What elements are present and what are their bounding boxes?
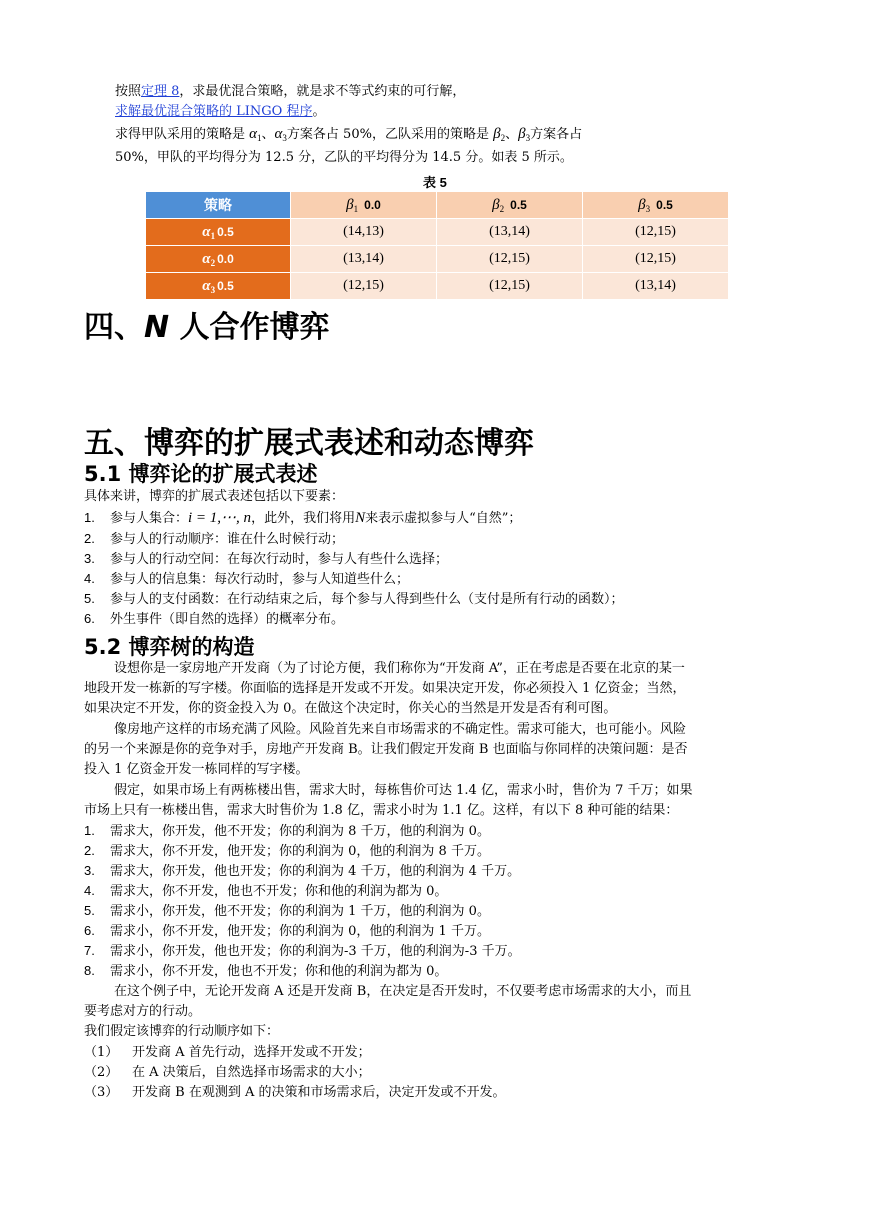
intro-text: 方案各占 50%，乙队采用的策略是 <box>286 127 489 142</box>
intro-line-3 <box>115 124 582 148</box>
table-cell: (13,14) <box>583 273 729 300</box>
intro-line-2 <box>115 102 325 122</box>
paragraph-line: 设想你是一家房地产开发商（为了讨论方便，我们称你为“开发商 A”，正在考虑是否要在北京的某一 <box>114 661 685 676</box>
outcome-item: 6. 需求小，你不开发，他开发；你的利润为 0，他的利润为 1 千万。 <box>84 923 490 939</box>
lingo-program-link[interactable]: 求解最优混合策略的 LINGO 程序 <box>115 104 313 119</box>
player-index-math: i = 1,⋯, n <box>188 510 252 526</box>
paragraph-line: 的另一个来源是你的竞争对手，房地产开发商 B。让我们假定开发商 B 也面临与你同样的决策问题：是否 <box>84 742 688 757</box>
intro-text: 方案各占 <box>530 127 583 142</box>
table-corner-cell: 策略 <box>146 192 291 219</box>
theorem-8-link[interactable]: 定理 8 <box>141 84 180 99</box>
table-row <box>146 246 729 273</box>
table-row <box>146 273 729 300</box>
list-item: 1. 参与人集合：i = 1,⋯, n，此外，我们将用N来表示虚拟参与人“自然”； <box>84 510 522 526</box>
table-caption: 表 5 <box>423 175 447 190</box>
outcome-item: 5. 需求小，你开发，他不开发；你的利润为 1 千万，他的利润为 0。 <box>84 903 490 919</box>
alpha-1-symbol: $\alpha_1$ <box>249 126 262 143</box>
intro-text: 求得甲队采用的策略是 <box>115 127 246 142</box>
paragraph-line: 市场上只有一栋楼出售，需求大时售价为 1.8 亿，需求小时为 1.1 亿。这样，有以下 8 种可能的结果： <box>84 803 679 818</box>
outcome-item: 8. 需求小，你不开发，他也不开发；你和他的利润为都为 0。 <box>84 963 448 979</box>
table-cell: (12,15) <box>583 219 729 246</box>
row-header-alpha-3: $\alpha_3$ 0.5 <box>146 273 291 300</box>
list-item: 4. 参与人的信息集：每次行动时，参与人知道些什么； <box>84 571 410 587</box>
outcome-item: 2. 需求大，你不开发，他开发；你的利润为 0，他的利润为 8 千万。 <box>84 843 490 859</box>
beta-3-symbol: $\beta_3$ <box>518 126 531 143</box>
alpha-3-symbol: $\alpha_3$ <box>274 126 287 143</box>
row-header-alpha-2: $\alpha_2$ 0.0 <box>146 246 291 273</box>
column-header-beta-3: $\beta_3$ 0.5 <box>583 192 729 219</box>
paragraph-line: 如果决定不开发，你的资金投入为 0。在做这个决定时，你关心的当然是开发是否有利可图。 <box>84 701 617 716</box>
separator: 、 <box>261 127 275 142</box>
beta-2-symbol: $\beta_2$ <box>493 126 506 143</box>
paragraph-line: 地段开发一栋新的写字楼。你面临的选择是开发或不开发。如果决定开发，你必须投入 1 亿资金；当然， <box>84 681 686 696</box>
table-cell: (14,13) <box>291 219 437 246</box>
column-header-beta-2: $\beta_2$ 0.5 <box>437 192 583 219</box>
paragraph-line: 要考虑对方的行动。 <box>84 1004 202 1019</box>
outcome-item: 4. 需求大，你不开发，他也不开发；你和他的利润为都为 0。 <box>84 883 448 899</box>
row-header-alpha-1: $\alpha_1$ 0.5 <box>146 219 291 246</box>
section-4-heading: 四、N 人合作博弈 <box>84 310 330 345</box>
section-5-1-heading: 5.1 博弈论的扩展式表述 <box>84 462 318 486</box>
section-5-heading: 五、博弈的扩展式表述和动态博弈 <box>84 426 534 461</box>
table-cell: (12,15) <box>437 246 583 273</box>
intro-line-1 <box>115 82 465 102</box>
outcome-item: 7. 需求小，你开发，他也开发；你的利润为-3 千万，他的利润为-3 千万。 <box>84 943 521 959</box>
table-row <box>146 219 729 246</box>
order-step: （1） 开发商 A 首先行动，选择开发或不开发； <box>84 1045 371 1060</box>
paragraph-line: 像房地产这样的市场充满了风险。风险首先来自市场需求的不确定性。需求可能大，也可能小。风险 <box>114 722 687 737</box>
list-item: 2. 参与人的行动顺序：谁在什么时候行动； <box>84 531 345 547</box>
section-5-1-lead: 具体来讲，博弈的扩展式表述包括以下要素： <box>84 489 345 504</box>
section-5-2-heading: 5.2 博弈树的构造 <box>84 635 255 659</box>
paragraph-line: 投入 1 亿资金开发一栋同样的写字楼。 <box>84 762 309 777</box>
order-step: （3） 开发商 B 在观测到 A 的决策和市场需求后，决定开发或不开发。 <box>84 1085 506 1100</box>
column-header-beta-1: $\beta_1$ 0.0 <box>291 192 437 219</box>
table-cell: (12,15) <box>437 273 583 300</box>
paragraph-line: 在这个例子中，无论开发商 A 还是开发商 B，在决定是否开发时，不仅要考虑市场需求的大小，而且 <box>114 984 692 999</box>
table-cell: (12,15) <box>583 246 729 273</box>
table-cell: (12,15) <box>291 273 437 300</box>
list-item: 5. 参与人的支付函数：在行动结束之后，每个参与人得到些什么（支付是所有行动的函数）； <box>84 591 624 607</box>
order-step: （2） 在 A 决策后，自然选择市场需求的大小； <box>84 1065 371 1080</box>
strategy-table <box>145 191 729 300</box>
outcome-item: 3. 需求大，你开发，他也开发；你的利润为 4 千万，他的利润为 4 千万。 <box>84 863 521 879</box>
nature-symbol: N <box>355 510 366 526</box>
intro-line-4: 50%，甲队的平均得分为 12.5 分，乙队的平均得分为 14.5 分。如表 5 所示。 <box>115 150 573 165</box>
outcome-item: 1. 需求大，你开发，他不开发；你的利润为 8 千万，他的利润为 0。 <box>84 823 490 839</box>
paragraph-line: 我们假定该博弈的行动顺序如下： <box>84 1024 280 1039</box>
separator: 、 <box>505 127 519 142</box>
list-item: 3. 参与人的行动空间：在每次行动时，参与人有些什么选择； <box>84 551 449 567</box>
paragraph-line: 假定，如果市场上有两栋楼出售，需求大时，每栋售价可达 1.4 亿，需求小时，售价为 7 千万；如果 <box>114 783 693 798</box>
intro-text: 按照 <box>115 84 142 99</box>
list-item: 6. 外生事件（即自然的选择）的概率分布。 <box>84 611 345 627</box>
table-header-row <box>146 192 729 219</box>
table-cell: (13,14) <box>437 219 583 246</box>
table-cell: (13,14) <box>291 246 437 273</box>
intro-text: ，求最优混合策略，就是求不等式约束的可行解， <box>179 84 466 99</box>
intro-text: 。 <box>312 104 326 119</box>
